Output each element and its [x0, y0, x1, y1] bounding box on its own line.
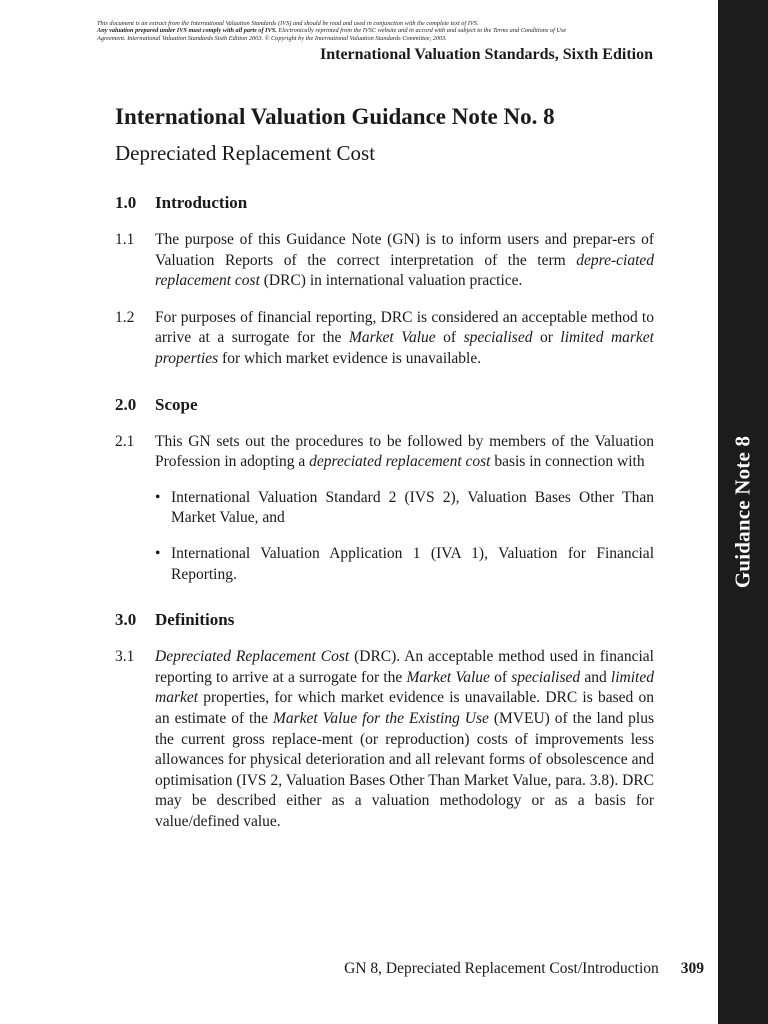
section-number: 2.0: [115, 394, 137, 414]
text-run: (DRC). An acceptable method used in financial reporting to arrive at a surrogate for the: [155, 648, 654, 686]
paragraph-text: [155, 308, 654, 370]
bullet-text: International Valuation Application 1 (IVA 1), Valuation for Financial Reporting.: [171, 544, 654, 583]
paragraph-number: 2.1: [115, 432, 135, 450]
section-title: Definitions: [155, 610, 235, 630]
text-run: of: [489, 668, 512, 686]
bullet-marker: •: [155, 544, 161, 562]
paragraph-text: [155, 230, 654, 292]
paragraph-number: 1.2: [115, 308, 135, 326]
section-heading-scope: [115, 394, 654, 416]
italic-term: depre-ciated replacement cost: [155, 251, 654, 290]
bullet-item: [115, 488, 654, 529]
disclaimer-line-2-rest: Electronically reprinted from the IVSC website and in accord with and subject to the Terms and Conditions of Use: [276, 27, 567, 35]
italic-term: Market Value: [348, 329, 436, 347]
page-content: [115, 100, 654, 832]
copyright-disclaimer: [97, 20, 687, 42]
side-tab-label: Guidance Note 8: [730, 435, 755, 589]
disclaimer-line-2-bold: Any valuation prepared under IVS must comply with all parts of IVS.: [97, 27, 277, 35]
text-run: of: [435, 329, 464, 347]
page-subtitle: Depreciated Replacement Cost: [115, 141, 376, 165]
paragraph-text: [155, 432, 654, 473]
text-run: The purpose of this Guidance Note (GN) is to inform users and prepar-ers of Valuation Reports of the correct interpretation of the term: [155, 231, 654, 269]
paragraph-3-1: [115, 647, 654, 832]
section-title: Scope: [155, 394, 198, 414]
paragraph-number: 3.1: [115, 648, 135, 666]
section-number: 3.0: [115, 610, 137, 630]
bullet-text: International Valuation Standard 2 (IVS 2), Valuation Bases Other Than Market Value, and: [171, 488, 654, 527]
disclaimer-line-2: [97, 27, 687, 34]
text-run: (DRC) in international valuation practice.: [259, 272, 523, 290]
section-heading-introduction: [115, 192, 654, 214]
text-run: and: [580, 668, 611, 686]
section-title: Introduction: [155, 193, 248, 212]
bullet-item: [115, 544, 654, 585]
disclaimer-line-3: Agreement. International Valuation Standards Sixth Edition 2003. © Copyright by the International Valuation Standards Committee, 2003.: [97, 34, 447, 42]
paragraph-1-1: [115, 230, 654, 292]
paragraph-text: [155, 647, 654, 832]
italic-term: Depreciated Replacement Cost: [155, 648, 350, 666]
running-head: International Valuation Standards, Sixth Edition: [320, 46, 653, 63]
section-heading-definitions: [115, 609, 654, 631]
text-run: For purposes of financial reporting, DRC is considered an acceptable method to arrive at a surrogate for the: [155, 308, 654, 347]
bullet-marker: •: [155, 488, 161, 506]
page-number: 309: [680, 960, 704, 977]
text-run: properties, for which market evidence is unavailable. DRC is based on an estimate of the: [155, 689, 654, 727]
italic-term: depreciated replacement cost: [309, 453, 491, 471]
paragraph-number: 1.1: [115, 231, 135, 248]
text-run: or: [532, 329, 561, 347]
italic-term: limited market properties: [155, 329, 654, 367]
text-run: basis in connection with: [490, 453, 645, 471]
paragraph-1-2: [115, 308, 654, 370]
italic-term: limited market: [155, 668, 654, 707]
text-run: This GN sets out the procedures to be followed by members of the Valuation Profession in adopting a: [155, 432, 654, 471]
disclaimer-line-1: This document is an extract from the International Valuation Standards (IVS) and should be read and used in conjunction with the complete text of IVS.: [97, 20, 479, 27]
italic-term: specialised: [463, 329, 533, 347]
page-title: International Valuation Guidance Note No. 8: [115, 104, 555, 129]
italic-term: Market Value for the Existing Use: [272, 709, 489, 727]
italic-term: Market Value: [406, 668, 490, 686]
footer-label: GN 8, Depreciated Replacement Cost/Introduction: [344, 960, 659, 977]
text-run: for which market evidence is unavailable.: [218, 349, 482, 367]
section-number: 1.0: [115, 193, 137, 212]
paragraph-2-1: [115, 432, 654, 473]
italic-term: specialised: [511, 668, 581, 686]
text-run: (MVEU) of the land plus the current gross replace-ment (or reproduction) costs of improvements less allowances for physical deterioration and all relevant forms of obsolescence and optimisation (IVS 2, Valuation Bases Other Than Market Value, para. 3.8). DRC may be described either as a valuation methodology or as a basis for value/defined value.: [155, 709, 655, 830]
page-footer: [344, 960, 704, 978]
